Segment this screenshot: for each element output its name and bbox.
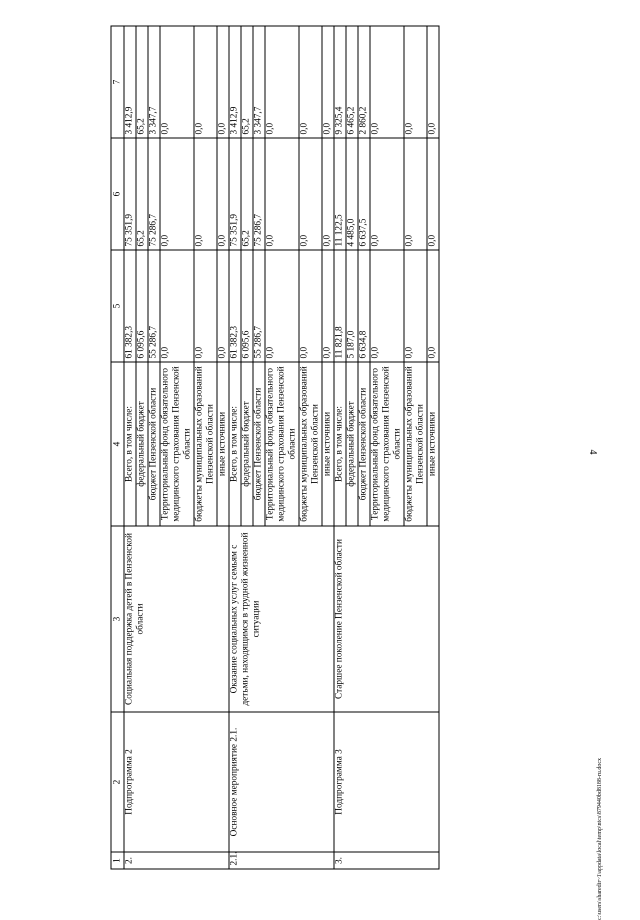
funding-source: бюджет Пензенской области (253, 362, 265, 526)
header-cell: 7 (111, 26, 124, 138)
value-col6: 0,0 (299, 138, 322, 250)
table-row (229, 26, 241, 869)
funding-source: федеральный бюджет (241, 362, 253, 526)
value-col5: 6 634,8 (358, 250, 370, 362)
program-title: Старшее поколение Пензенской области (334, 526, 439, 712)
funding-source: бюджеты муниципальных образований Пензенской области (404, 362, 427, 526)
value-col5: 0,0 (370, 250, 404, 362)
value-col7: 65,2 (136, 26, 148, 138)
value-col6: 0,0 (194, 138, 217, 250)
value-col6: 0,0 (160, 138, 194, 250)
header-row (111, 26, 124, 869)
value-col5: 61 382,3 (229, 250, 241, 362)
value-col5: 0,0 (299, 250, 322, 362)
funding-source: Территориальный фонд обязательного медицинского страхования Пензенской области (160, 362, 194, 526)
value-col5: 6 095,6 (241, 250, 253, 362)
funding-source: Всего, в том числе: (334, 362, 346, 526)
value-col5: 55 286,7 (148, 250, 160, 362)
value-col5: 0,0 (194, 250, 217, 362)
funding-source: бюджеты муниципальных образований Пензенской области (299, 362, 322, 526)
value-col5: 6 095,6 (136, 250, 148, 362)
value-col5: 55 286,7 (253, 250, 265, 362)
value-col6: 0,0 (370, 138, 404, 250)
value-col5: 5 187,0 (346, 250, 358, 362)
value-col6: 0,0 (265, 138, 299, 250)
header-cell: 5 (111, 250, 124, 362)
funding-source: федеральный бюджет (346, 362, 358, 526)
row-number: 2.1. (229, 852, 334, 869)
funding-source: Всего, в том числе: (229, 362, 241, 526)
value-col6: 0,0 (404, 138, 427, 250)
value-col7: 0,0 (427, 26, 439, 138)
value-col6: 65,2 (241, 138, 253, 250)
funding-source: бюджет Пензенской области (358, 362, 370, 526)
row-number: 2. (124, 852, 229, 869)
value-col7: 0,0 (160, 26, 194, 138)
row-number: 3. (334, 852, 439, 869)
funding-source: бюджет Пензенской области (148, 362, 160, 526)
value-col5: 0,0 (404, 250, 427, 362)
table-row (124, 26, 136, 869)
rotated-table-wrapper (110, 27, 580, 870)
value-col5: 11 821,8 (334, 250, 346, 362)
value-col6: 75 286,7 (253, 138, 265, 250)
funding-source: иные источники (217, 362, 229, 526)
value-col6: 65,2 (136, 138, 148, 250)
value-col7: 65,2 (241, 26, 253, 138)
value-col5: 0,0 (427, 250, 439, 362)
funding-source: иные источники (427, 362, 439, 526)
value-col6: 0,0 (427, 138, 439, 250)
value-col6: 0,0 (322, 138, 334, 250)
value-col7: 0,0 (404, 26, 427, 138)
header-cell: 1 (111, 852, 124, 869)
value-col7: 6 465,2 (346, 26, 358, 138)
header-cell: 4 (111, 362, 124, 526)
value-col7: 3 412,9 (124, 26, 136, 138)
value-col7: 2 860,2 (358, 26, 370, 138)
funding-source: Всего, в том числе: (124, 362, 136, 526)
funding-source: федеральный бюджет (136, 362, 148, 526)
value-col5: 0,0 (265, 250, 299, 362)
value-col7: 9 325,4 (334, 26, 346, 138)
program-name: Подпрограмма 2 (124, 712, 229, 852)
value-col7: 3 347,7 (148, 26, 160, 138)
value-col5: 0,0 (160, 250, 194, 362)
value-col6: 4 485,0 (346, 138, 358, 250)
file-path-footer: c:\users\sharedir~1\appdata\local\temp\ntcs\879440bd8188-ru.docx (597, 757, 603, 920)
value-col7: 0,0 (194, 26, 217, 138)
value-col6: 75 286,7 (148, 138, 160, 250)
program-title: Оказание социальных услуг семьям с детьми, находящимся в трудной жизненной ситуации (229, 526, 334, 712)
page-number: 4 (587, 449, 598, 455)
value-col7: 3 347,7 (253, 26, 265, 138)
header-cell: 3 (111, 526, 124, 712)
value-col6: 6 637,5 (358, 138, 370, 250)
table-row (334, 26, 346, 869)
budget-table (110, 26, 439, 870)
value-col6: 0,0 (217, 138, 229, 250)
program-name: Подпрограмма 3 (334, 712, 439, 852)
value-col6: 11 122,5 (334, 138, 346, 250)
value-col7: 0,0 (370, 26, 404, 138)
funding-source: иные источники (322, 362, 334, 526)
value-col5: 0,0 (322, 250, 334, 362)
value-col6: 75 351,9 (229, 138, 241, 250)
value-col7: 0,0 (299, 26, 322, 138)
value-col7: 3 412,9 (229, 26, 241, 138)
value-col6: 75 351,9 (124, 138, 136, 250)
program-name: Основное мероприятие 2.1. (229, 712, 334, 852)
funding-source: бюджеты муниципальных образований Пензенской области (194, 362, 217, 526)
program-title: Социальная поддержка детей в Пензенской области (124, 526, 229, 712)
funding-source: Территориальный фонд обязательного медицинского страхования Пензенской области (370, 362, 404, 526)
value-col7: 0,0 (265, 26, 299, 138)
header-cell: 2 (111, 712, 124, 852)
value-col7: 0,0 (217, 26, 229, 138)
header-cell: 6 (111, 138, 124, 250)
funding-source: Территориальный фонд обязательного медицинского страхования Пензенской области (265, 362, 299, 526)
value-col5: 61 382,3 (124, 250, 136, 362)
value-col5: 0,0 (217, 250, 229, 362)
value-col7: 0,0 (322, 26, 334, 138)
